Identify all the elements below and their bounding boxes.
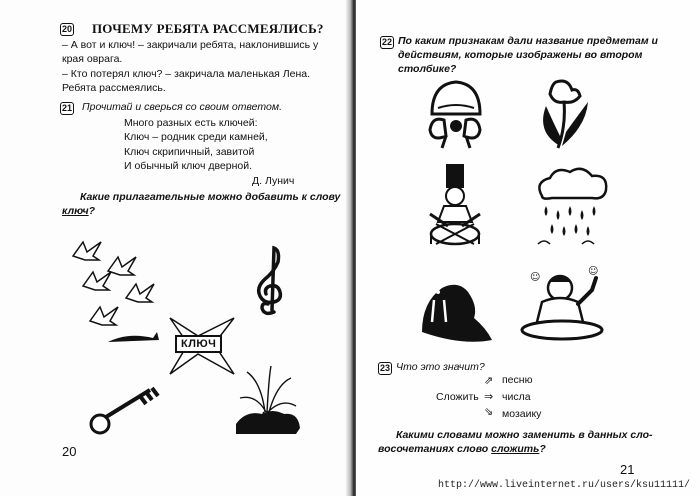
task-23-question: Что это значит? — [396, 361, 485, 373]
poem-author: Д. Лунич — [252, 175, 295, 187]
option-mozaiku: мозаику — [502, 408, 542, 420]
verb-slozhit: Сложить — [436, 391, 479, 403]
page-number-left: 20 — [62, 444, 77, 459]
svg-text:☺: ☺ — [530, 272, 541, 283]
task-21-question: Какие прилагательные можно добавить к слову — [80, 191, 341, 203]
flying-birds-illustration — [68, 236, 168, 346]
spring-fountain-illustration — [232, 362, 302, 440]
task-20-number: 20 — [62, 24, 73, 34]
task-20-title: ПОЧЕМУ РЕБЯТА РАССМЕЯЛИСЬ? — [92, 21, 324, 36]
bell-with-bow-icon — [422, 76, 492, 150]
task-21-question-end: ключ? — [62, 205, 96, 217]
keyword-slozhit: сложить — [491, 443, 540, 455]
drummer-soldier-icon — [422, 162, 492, 250]
right-page — [356, 0, 700, 496]
treble-clef-icon — [252, 244, 292, 316]
walrus-icon — [416, 274, 494, 342]
task-20-line: – Кто потерял ключ? – закричала маленькая Лена. — [62, 68, 311, 80]
watermark-url[interactable]: http://www.liveinternet.ru/users/ksu11111/ — [438, 480, 691, 491]
svg-text:☺: ☺ — [588, 266, 599, 277]
kluch-label: КЛЮЧ — [175, 335, 222, 353]
arrow-right-icon: ⇒ — [484, 391, 494, 403]
task-23-final-line1: Какими словами можно заменить в данных сло- — [396, 429, 653, 441]
poem-line: Ключ – родник среди камней, — [124, 131, 268, 143]
task-23-number: 23 — [380, 363, 391, 373]
task-23-final-line2: восочетаниях слово сложить? — [378, 443, 546, 455]
task-21-instruction: Прочитай и сверься со своим ответом. — [82, 101, 282, 113]
poem-line: И обычный ключ дверной. — [124, 160, 253, 172]
poem-line: Много разных есть ключей: — [124, 117, 258, 129]
option-pesnyu: песню — [502, 374, 533, 386]
task-22-line: По каким признакам дали название предметам и — [398, 35, 658, 47]
task-21-number: 21 — [62, 103, 73, 113]
task-20-line: – А вот и ключ! – закричали ребята, наклонившись у — [62, 39, 319, 51]
page-number-right: 21 — [620, 462, 635, 477]
arrow-up-icon: ⇗ — [484, 375, 494, 387]
task-22-line: столбике? — [398, 63, 457, 75]
task-22-number: 22 — [382, 37, 393, 47]
task-22-line: действиям, которые изображены во втором — [398, 49, 643, 61]
arrow-down-icon: ⇘ — [484, 406, 494, 418]
poem-line: Ключ скрипичный, завитой — [124, 146, 255, 158]
door-key-icon — [86, 384, 160, 436]
task-20-line: края оврага. — [62, 53, 123, 65]
swimmer-in-ice-hole-icon — [516, 266, 608, 344]
option-chisla: числа — [502, 391, 531, 403]
task-20-line: Ребята рассмеялись. — [62, 82, 166, 94]
rain-cloud-icon — [532, 166, 612, 248]
keyword-kluch: ключ — [62, 205, 89, 217]
bellflower-icon — [534, 76, 598, 152]
